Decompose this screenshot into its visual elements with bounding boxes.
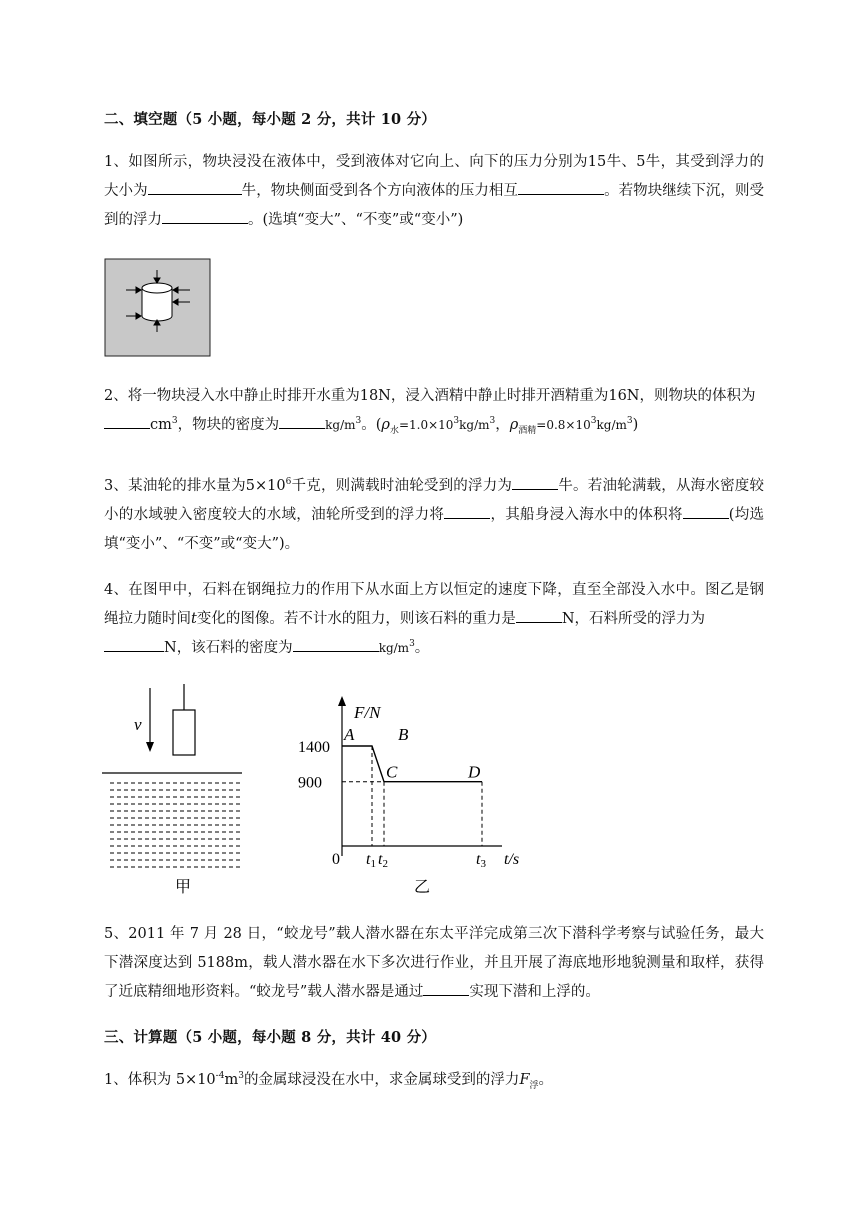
section-heading-calculation: 三、计算题（5 小题，每小题 8 分，共计 40 分）: [104, 1029, 436, 1046]
figure-jia: [100, 680, 250, 898]
question-3: 3、某油轮的排水量为$5\times 10^6$千克，则满载时油轮受到的浮力为 牛。若油轮满载，从海水密度较小的水域驶入密度较大的水域，油轮所受到的浮力将 ，其船身浸入海水中的体积将 (均选填“变小”、“不变”或“变大”)。: [104, 472, 764, 559]
point-label-a: A: [344, 725, 355, 744]
question-1: 1、如图所示，物块浸没在液体中，受到液体对它向上、向下的压力分别为15牛、5牛，其受到浮力的大小为 牛，物块侧面受到各个方向液体的压力相互 。若物块继续下沉，则受到的浮力 。(选填“变大”、“不变”或“变小”): [104, 154, 765, 228]
y-tick-label: 1400: [298, 739, 330, 756]
velocity-label: v: [134, 715, 142, 734]
answer-blank[interactable]: [293, 636, 379, 652]
answer-blank[interactable]: [104, 413, 150, 429]
y-axis-arrow: [338, 696, 346, 706]
answer-blank[interactable]: [279, 413, 325, 429]
question-4: 4、在图甲中，石料在钢绳拉力的作用下从水面上方以恒定的速度下降，直至全部没入水中。图乙是钢绳拉力随时间t变化的图像。若不计水的阻力，则该石料的重力是 N，石料所受的浮力为 N，该石料的密度为 $kg/m^3$。: [104, 582, 764, 656]
point-label-b: B: [398, 725, 409, 744]
force-curve: [342, 746, 482, 782]
answer-blank[interactable]: [683, 503, 729, 519]
point-label-c: C: [386, 762, 398, 782]
answer-blank[interactable]: [423, 980, 469, 996]
answer-blank[interactable]: [444, 503, 490, 519]
point-label-d: D: [468, 762, 481, 782]
y-tick-label: 900: [298, 774, 322, 792]
section-heading-fill-blank: 二、填空题（5 小题，每小题 2 分，共计 10 分）: [104, 111, 436, 128]
question-5: 5、2011 年 7 月 28 日，“蛟龙号”载人潜水器在东太平洋完成第三次下潜科学考察与试验任务，最大下潜深度达到 5188m，载人潜水器在水下多次进行作业，并且开展了海底地形地貌测量和取样，获得了近底精细地形资料。“蛟龙号”载人潜水器是通过 实现下潜和上浮的。: [104, 926, 764, 1000]
y-axis-label: F/N: [354, 703, 381, 722]
force-time-chart: [290, 690, 530, 900]
velocity-arrow: [146, 688, 154, 752]
answer-blank[interactable]: [512, 474, 558, 490]
block-in-liquid-figure: [104, 258, 212, 358]
answer-blank[interactable]: [104, 636, 164, 652]
x-axis-label: t/s: [504, 851, 520, 868]
calc-question-1: 1、体积为 $5\times 10^{-4}m^3$的金属球浸没在水中，求金属球受到的浮力$F_浮$。: [104, 1071, 554, 1091]
answer-blank[interactable]: [162, 208, 248, 224]
chart-caption: 乙: [414, 879, 431, 896]
x-tick-label: t1: [366, 851, 376, 870]
figure-caption: 甲: [175, 879, 192, 896]
answer-blank[interactable]: [148, 179, 242, 195]
x-tick-label: t2: [378, 851, 388, 870]
answer-blank[interactable]: [518, 179, 604, 195]
question-2: 2、将一物块浸入水中静止时排开水重为18N，浸入酒精中静止时排开酒精重为16N，则物块的体积为 $cm^3$，物块的密度为 $kg/m^3$。($\rho_水=1.0\times 10^3kg/m^3$，$\rho_{酒精}=0.8\times 10^3kg/m^3$): [104, 388, 756, 436]
origin-label: 0: [332, 851, 340, 868]
water-body: [110, 783, 240, 867]
answer-blank[interactable]: [516, 607, 562, 623]
stone-block: [173, 710, 195, 755]
x-tick-label: t3: [476, 851, 486, 870]
